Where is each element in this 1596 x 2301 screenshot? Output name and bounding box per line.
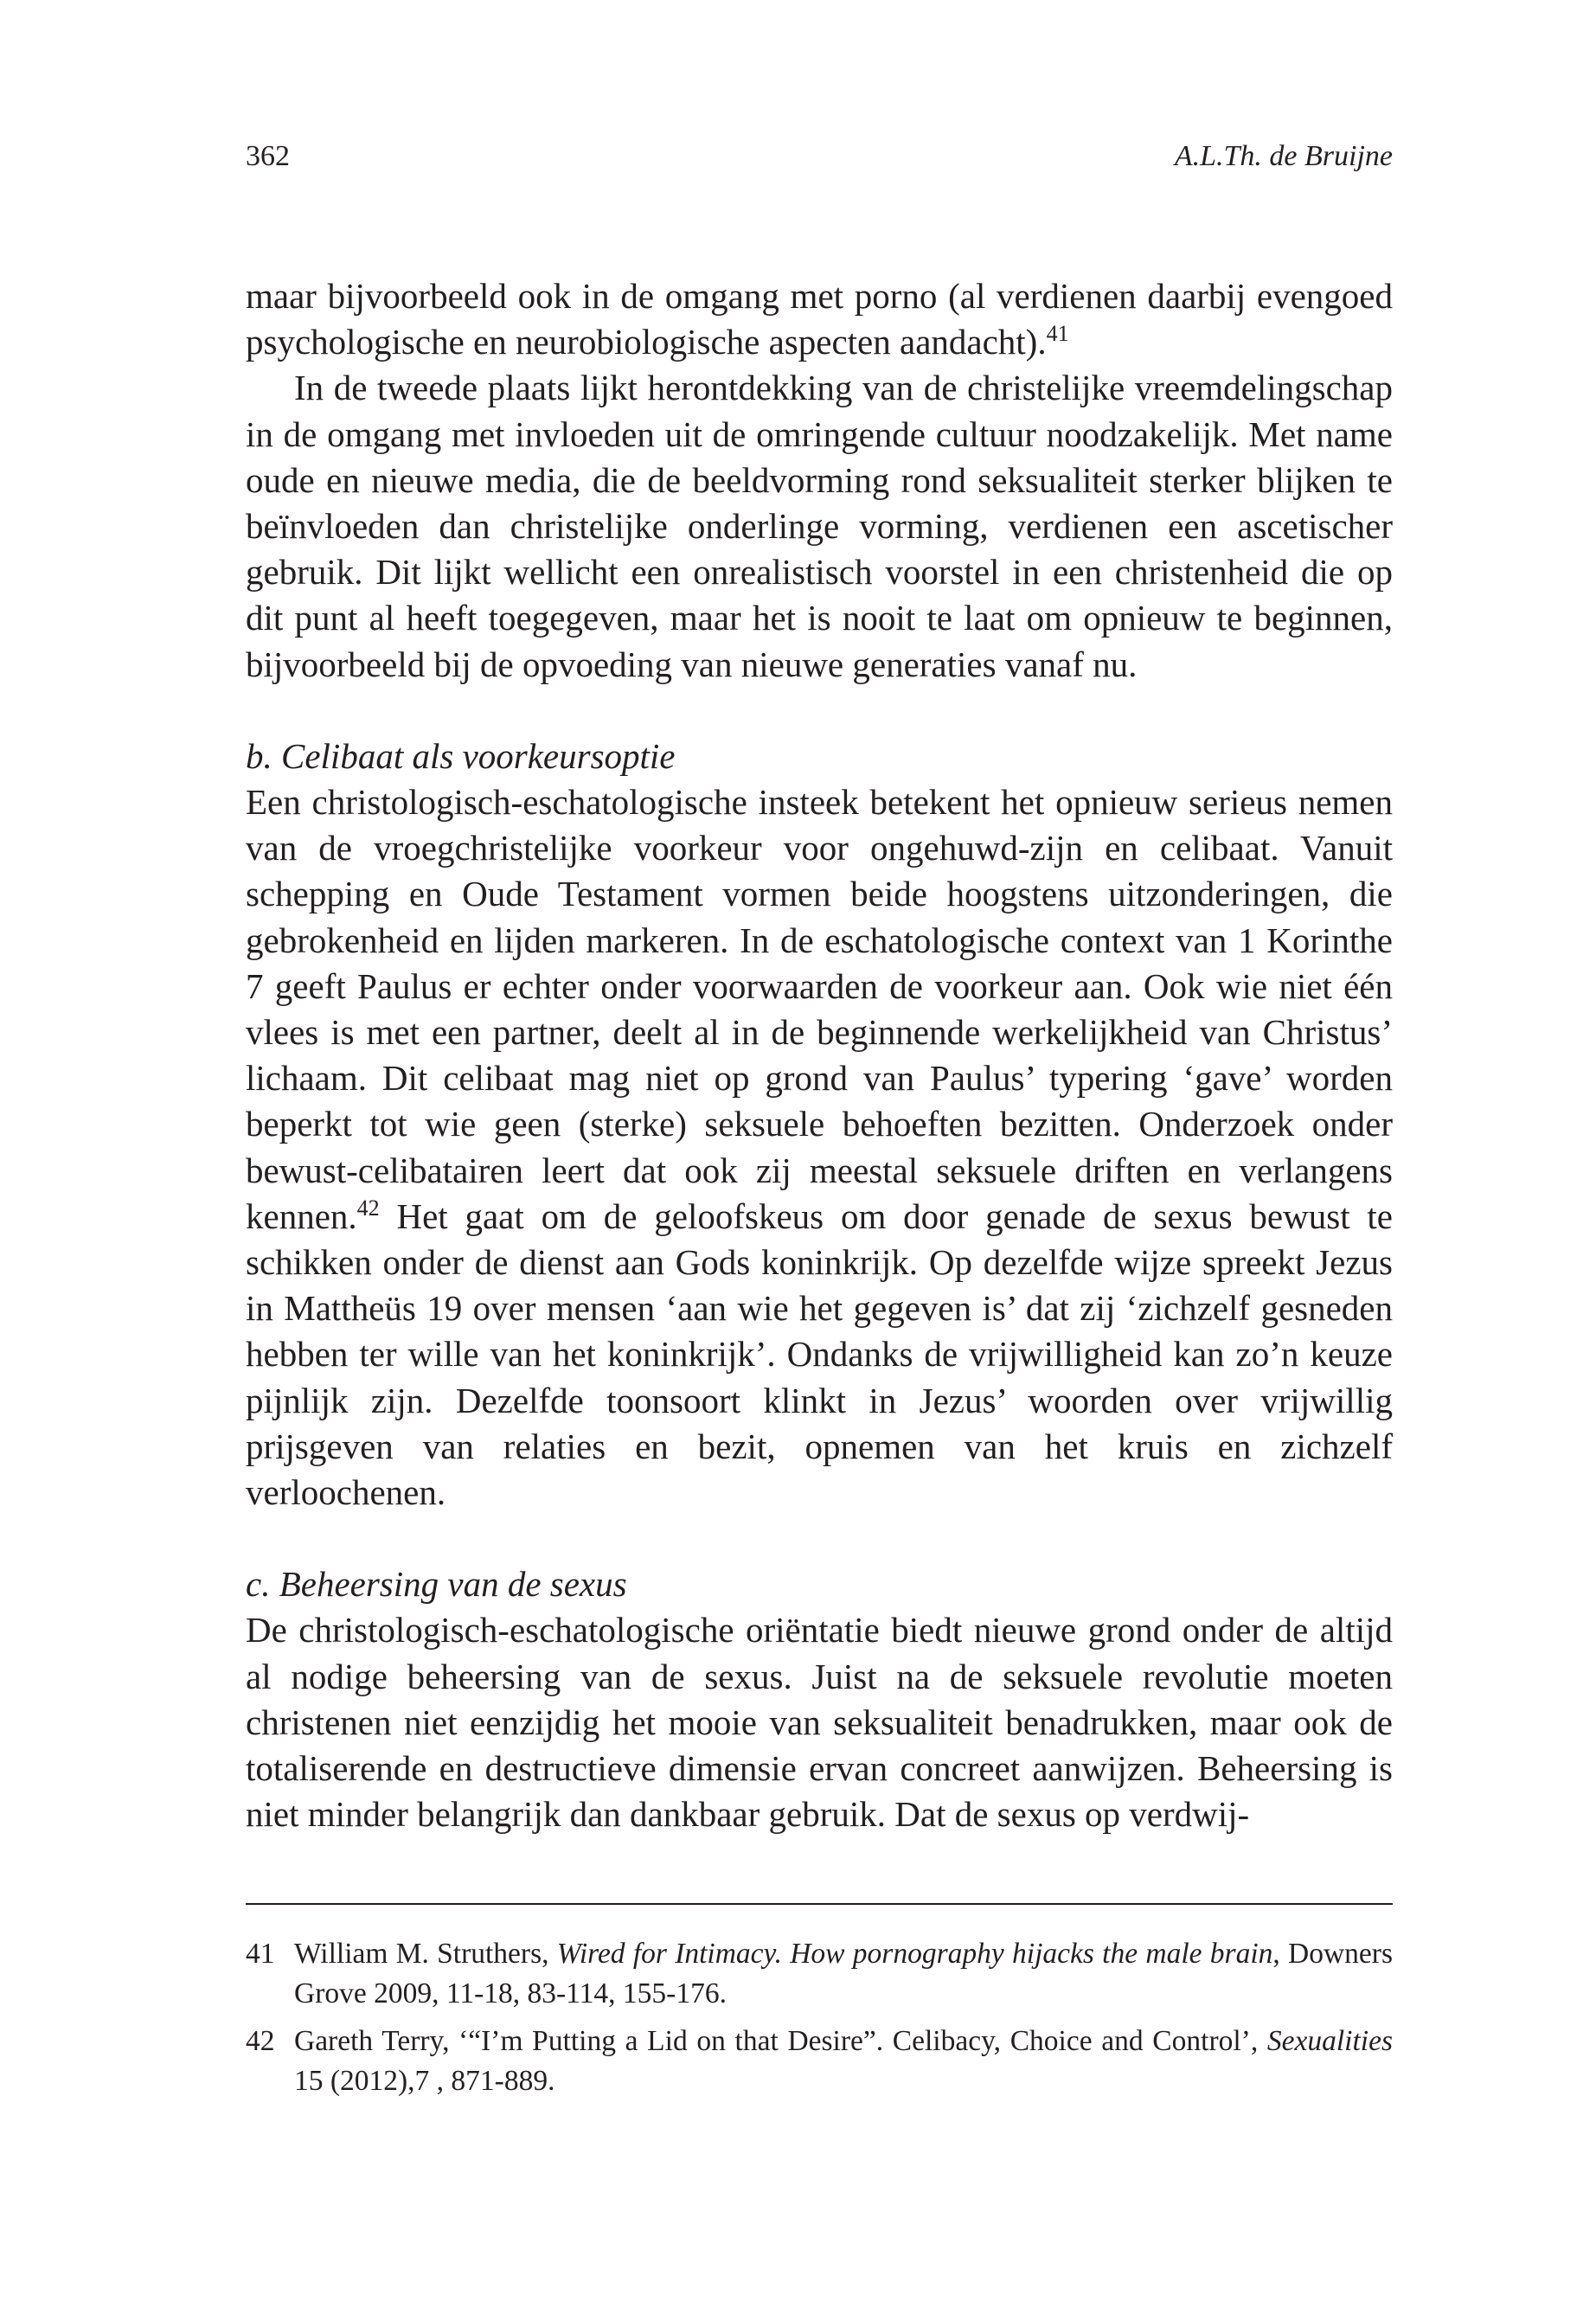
paragraph-beheersing: De christologisch-eschatologische oriëntatie biedt nieuwe grond onder de altijd al nodige beheersing van de sexus. Juist na de seksuele revolutie moeten christenen niet eenzijdig het mooie van seksualiteit benadrukken, maar ook de totaliserende en destructieve dimensie ervan concreet aanwijzen. Beheersing is niet minder belangrijk dan dankbaar gebruik. Dat de sexus op verdwij- bbox=[246, 1610, 1393, 1835]
page-header bbox=[246, 137, 1393, 176]
footnote-author: William M. Struthers, bbox=[294, 1938, 557, 1970]
section-heading-beheersing: c. Beheersing van de sexus bbox=[246, 1564, 627, 1605]
paragraph-vreemdelingschap: In de tweede plaats lijkt herontdekking van de christelijke vreemdelingschap in de omgang met invloeden uit de omringende cultuur noodzakelijk. Met name oude en nieuwe media, die de beeldvorming rond seksualiteit sterker blijken te beïnvloeden dan christelijke onderlinge vorming, verdienen een ascetischer gebruik. Dit lijkt wellicht een onrealistisch voorstel in een christenheid die op dit punt al heeft toegegeven, maar het is nooit te laat om opnieuw te beginnen, bijvoorbeeld bij de opvoeding van nieuwe generaties vanaf nu. bbox=[246, 368, 1393, 684]
footnote-separator bbox=[246, 1903, 1393, 1905]
paragraph-text: maar bijvoorbeeld ook in de omgang met porno (al verdienen daarbij evengoed psychologische en neurobiologische aspecten aandacht). bbox=[246, 276, 1393, 362]
running-head-author: A.L.Th. de Bruijne bbox=[1174, 140, 1393, 172]
body-text bbox=[246, 273, 1393, 1838]
footnote-number: 42 bbox=[246, 2025, 275, 2057]
footnote-reference-41: 41 bbox=[1046, 321, 1069, 347]
footnote-title: Wired for Intimacy. How pornography hijacks the male brain bbox=[556, 1938, 1273, 1970]
footnote-42 bbox=[246, 2022, 1393, 2100]
footnote-number: 41 bbox=[246, 1938, 275, 1970]
page-number: 362 bbox=[246, 140, 290, 172]
paragraph-continuation bbox=[246, 273, 1393, 365]
paragraph-text: Een christologisch-eschatologische insteek betekent het opnieuw serieus nemen van de vroegchristelijke voorkeur voor ongehuwd-zijn en celibaat. Vanuit schepping en Oude Testament vormen beide hoogstens uitzonderingen, die gebrokenheid en lijden markeren. In de eschatologische context van 1 Korinthe 7 geeft Paulus er echter onder voorwaarden de voorkeur aan. Ook wie niet één vlees is met een partner, deelt al in de beginnende werkelijkheid van Christus’ lichaam. Dit celibaat mag niet op grond van Paulus’ typering ‘gave’ worden beperkt tot wie geen (sterke) seksuele behoeften bezitten. Onderzoek onder bewust-celibatairen leert dat ook zij meestal seksuele driften en verlangens kennen. bbox=[246, 782, 1393, 1236]
footnote-details: 15 (2012),7 , 871-889. bbox=[294, 2064, 555, 2097]
section-heading-celibaat: b. Celibaat als voorkeursoptie bbox=[246, 735, 676, 776]
footnote-author: Gareth Terry, ‘“I’m Putting a Lid on that Desire”. Celibacy, Choice and Control’, bbox=[294, 2025, 1267, 2057]
footnotes bbox=[246, 1934, 1393, 2109]
footnote-41 bbox=[246, 1934, 1393, 2013]
paragraph-text: Het gaat om de geloofskeus om door genade de sexus bewust te schikken onder de dienst aan Gods koninkrijk. Op dezelfde wijze spreekt Jezus in Mattheüs 19 over mensen ‘aan wie het gegeven is’ dat zij ‘zichzelf gesneden hebben ter wille van het koninkrijk’. Ondanks de vrijwilligheid kan zo’n keuze pijnlijk zijn. Dezelfde toonsoort klinkt in Jezus’ woorden over vrijwillig prijsgeven van relaties en bezit, opnemen van het kruis en zichzelf verloochenen. bbox=[246, 1195, 1393, 1513]
footnote-journal: Sexualities bbox=[1266, 2025, 1393, 2057]
paragraph-celibaat bbox=[246, 779, 1393, 1516]
footnote-reference-42: 42 bbox=[356, 1195, 380, 1221]
footnote-details: , Downers Grove 2009, 11-18, 83-114, 155-176. bbox=[294, 1938, 1393, 2009]
